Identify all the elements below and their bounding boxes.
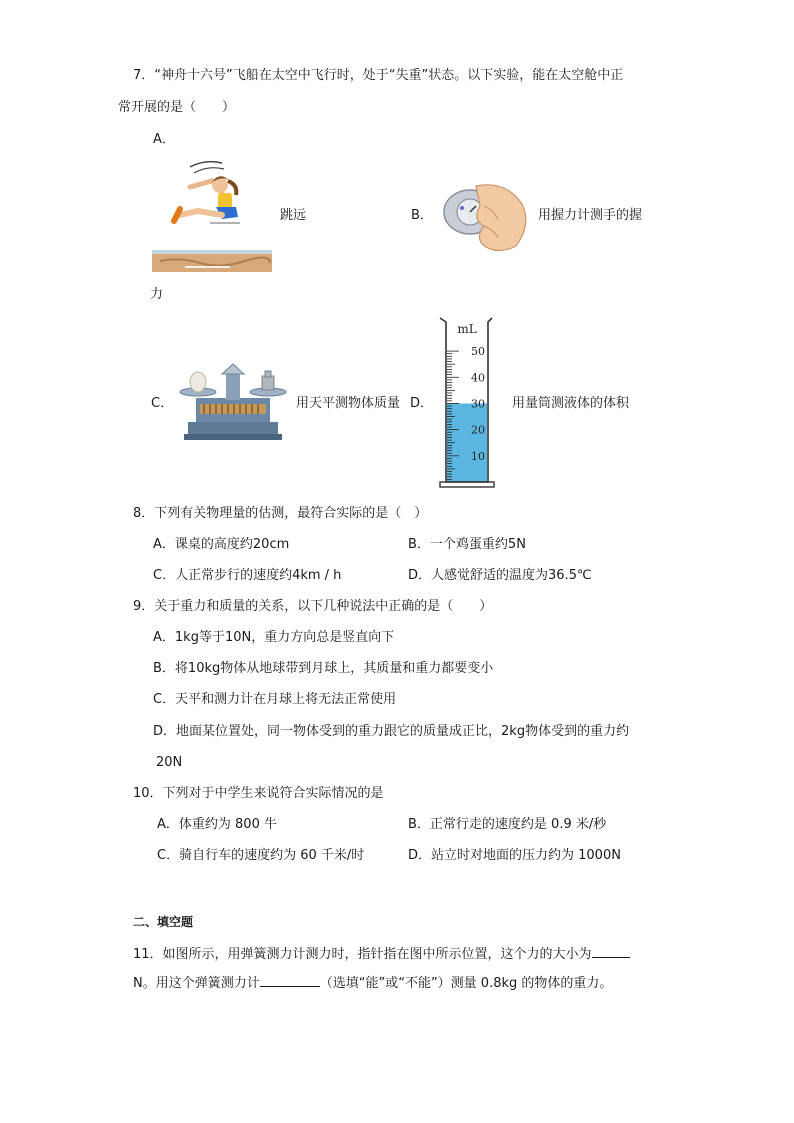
q8-option-b: B．一个鸡蛋重约5N — [408, 537, 526, 552]
q9-option-b: B．将10kg物体从地球带到月球上，其质量和重力都要变小 — [153, 661, 494, 676]
q7-option-a-text: 跳远 — [280, 208, 307, 223]
section-title: 二、填空题 — [133, 915, 194, 929]
measuring-cylinder-image — [436, 316, 496, 492]
q7-option-a-label: A． — [153, 132, 175, 147]
cylinder-unit: mL — [457, 322, 477, 336]
q11-line1: 11．如图所示，用弹簧测力计测力时，指针指在图中所示位置，这个力的大小为 — [133, 943, 630, 965]
q7-option-c-label: C． — [151, 396, 174, 411]
q11-line2: N。用这个弹簧测力计 （选填“能”或“不能”）测量 0.8kg 的物体的重力。 — [133, 972, 612, 994]
cylinder-scale-label: 40 — [471, 371, 485, 385]
q8-option-c: C．人正常步行的速度约4km / h — [153, 568, 342, 583]
q7-option-d-text: 用量筒测液体的体积 — [512, 396, 630, 411]
balance-scale-image — [178, 360, 288, 442]
q10-stem: 10．下列对于中学生来说符合实际情况的是 — [133, 786, 384, 801]
cylinder-scale-label: 20 — [471, 423, 485, 437]
q7-option-b-text-line1: 用握力计测手的握 — [538, 208, 643, 223]
q7-option-b-text-line2: 力 — [150, 287, 164, 302]
q10-option-c: C．骑自行车的速度约为 60 千米/时 — [157, 848, 365, 863]
cylinder-scale-label: 10 — [471, 449, 485, 463]
q10-option-b: B．正常行走的速度约是 0.9 米/秒 — [408, 817, 607, 832]
q9-option-c: C．天平和测力计在月球上将无法正常使用 — [153, 692, 397, 707]
long-jump-image — [150, 155, 275, 275]
grip-dynamometer-image — [436, 176, 532, 256]
q11-blank-1[interactable] — [592, 943, 630, 958]
q9-stem: 9．关于重力和质量的关系，以下几种说法中正确的是（ ） — [133, 599, 493, 614]
q8-stem: 8．下列有关物理量的估测，最符合实际的是（ ） — [133, 506, 428, 521]
q11-blank-2[interactable] — [260, 972, 320, 987]
q7-option-c-text: 用天平测物体质量 — [296, 396, 401, 411]
q8-option-a: A．课桌的高度约20cm — [153, 537, 290, 552]
q8-option-d: D．人感觉舒适的温度为36.5℃ — [408, 568, 592, 583]
cylinder-scale-label: 50 — [471, 345, 485, 359]
q10-option-a: A．体重约为 800 牛 — [157, 817, 277, 832]
q7-option-b-label: B． — [411, 208, 433, 223]
q7-option-d-label: D． — [410, 396, 434, 411]
q10-option-d: D．站立时对地面的压力约为 1000N — [408, 848, 621, 863]
cylinder-scale-label: 30 — [471, 397, 485, 411]
q9-option-d-cont: 20N — [156, 755, 183, 770]
q7-stem-line2: 常开展的是（ ） — [118, 100, 236, 115]
q9-option-d: D．地面某位置处，同一物体受到的重力跟它的质量成正比，2kg物体受到的重力约 — [153, 724, 630, 739]
q9-option-a: A．1kg等于10N，重力方向总是竖直向下 — [153, 630, 395, 645]
q7-stem-line1: 7．“神舟十六号”飞船在太空中飞行时，处于“失重”状态。以下实验，能在太空舱中正 — [133, 68, 624, 83]
